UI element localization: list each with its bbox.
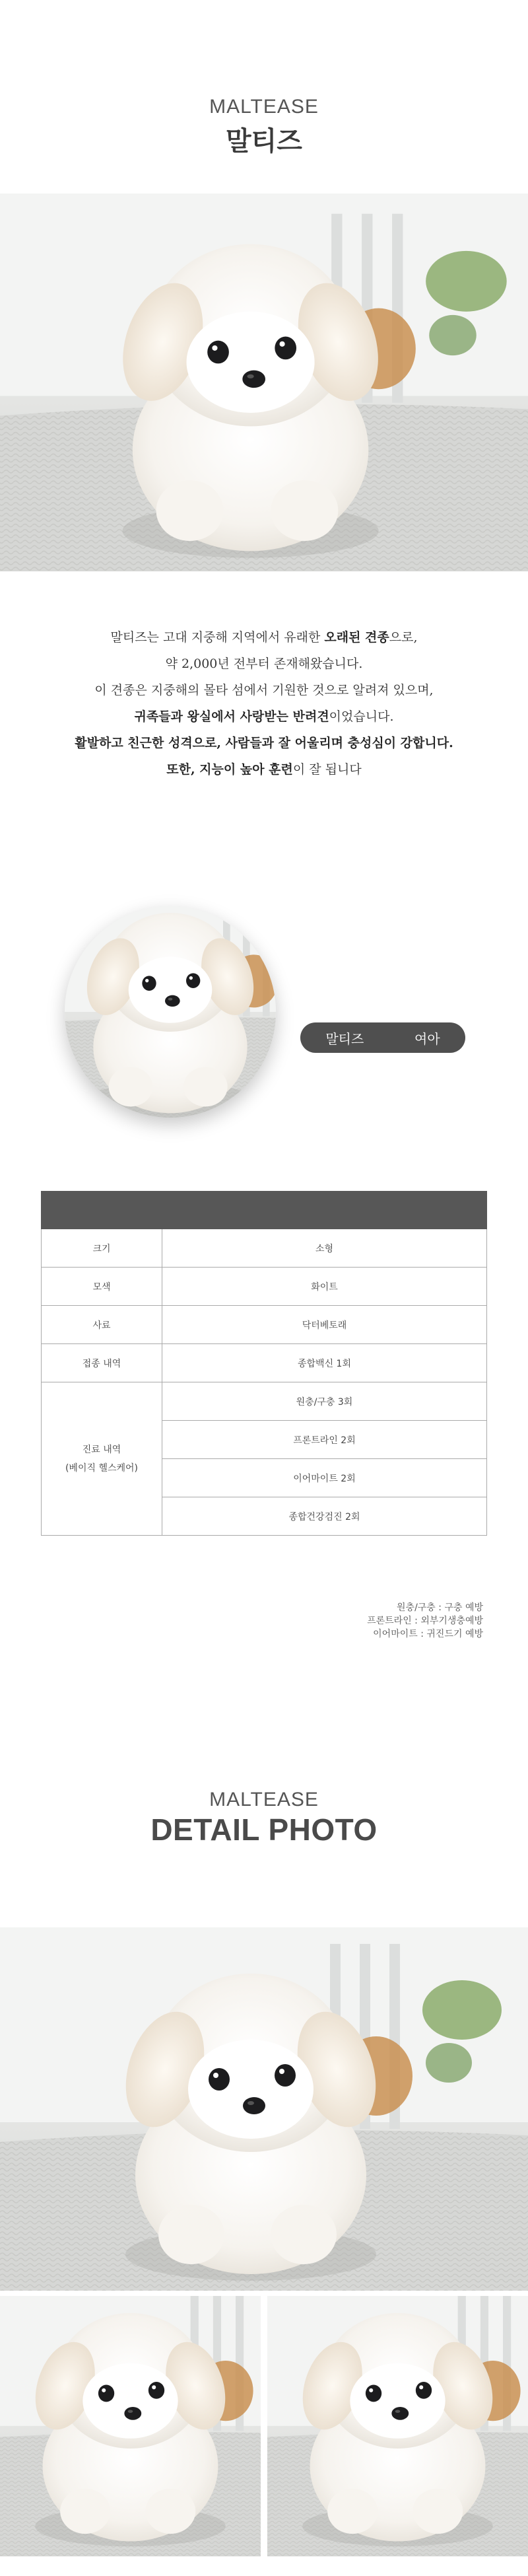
description-emphasis: 오래된 견종 bbox=[324, 630, 389, 645]
page-title: 말티즈 bbox=[226, 126, 302, 157]
description-line bbox=[0, 756, 528, 783]
spec-table bbox=[41, 1191, 487, 1536]
gender-label: 여아 bbox=[414, 1030, 440, 1047]
row-value: 종합백신 1회 bbox=[162, 1344, 487, 1382]
description-line bbox=[0, 624, 528, 651]
detail-photo-left bbox=[0, 2296, 261, 2576]
row-value: 화이트 bbox=[162, 1268, 487, 1306]
care-value: 원충/구충 3회 bbox=[162, 1382, 487, 1421]
main-photo bbox=[0, 194, 528, 571]
note-line: 원충/구충 : 구충 예방 bbox=[397, 1602, 483, 1613]
description-emphasis: 활발하고 친근한 성격으로, 사람들과 잘 어울리며 충성심이 강합니다. bbox=[75, 736, 453, 750]
description-text: 이 잘 됩니다 bbox=[292, 762, 362, 777]
profile-pill bbox=[300, 1022, 465, 1053]
row-label: 접종 내역 bbox=[42, 1344, 162, 1382]
detail-kicker: MALTEASE bbox=[209, 1789, 319, 1810]
table-header-cell bbox=[162, 1192, 487, 1229]
note-line: 프론트라인 : 외부기생충예방 bbox=[367, 1616, 483, 1626]
breed-description bbox=[0, 624, 528, 783]
care-notes bbox=[264, 1601, 483, 1641]
description-line bbox=[0, 651, 528, 677]
description-line bbox=[0, 703, 528, 730]
description-line bbox=[0, 677, 528, 703]
row-label: 사료 bbox=[42, 1306, 162, 1344]
note-line: 이어마이트 : 귀진드기 예방 bbox=[373, 1629, 483, 1639]
table-row bbox=[42, 1344, 487, 1382]
care-label-line: (베이직 헬스케어) bbox=[65, 1462, 139, 1474]
table-header-row bbox=[42, 1192, 487, 1229]
detail-title: DETAIL PHOTO bbox=[150, 1812, 378, 1847]
row-value: 닥터베토래 bbox=[162, 1306, 487, 1344]
table-row bbox=[42, 1382, 487, 1421]
description-text: 으로, bbox=[389, 630, 418, 645]
table-header-cell bbox=[42, 1192, 162, 1229]
table-row bbox=[42, 1306, 487, 1344]
description-text: 약 2,000년 전부터 존재해왔습니다. bbox=[165, 657, 363, 671]
row-label: 크기 bbox=[42, 1229, 162, 1268]
detail-photo-right bbox=[267, 2296, 528, 2576]
detail-photo-large bbox=[0, 1927, 528, 2291]
care-value: 이어마이트 2회 bbox=[162, 1459, 487, 1497]
table-row bbox=[42, 1268, 487, 1306]
care-value: 프론트라인 2회 bbox=[162, 1421, 487, 1459]
care-label bbox=[42, 1382, 162, 1536]
description-text: 말티즈는 고대 지중해 지역에서 유래한 bbox=[110, 630, 325, 645]
table-row bbox=[42, 1229, 487, 1268]
care-label-line: 진료 내역 bbox=[82, 1444, 121, 1455]
description-emphasis: 귀족들과 왕실에서 사랑받는 반려견 bbox=[134, 709, 329, 724]
brand-kicker: MALTEASE bbox=[209, 96, 319, 118]
breed-label: 말티즈 bbox=[325, 1030, 364, 1047]
row-label: 모색 bbox=[42, 1268, 162, 1306]
profile-photo bbox=[65, 906, 276, 1118]
description-line bbox=[0, 730, 528, 756]
description-emphasis: 또한, 지능이 높아 훈련 bbox=[166, 762, 293, 777]
row-value: 소형 bbox=[162, 1229, 487, 1268]
description-text: 이었습니다. bbox=[329, 709, 394, 724]
description-text: 이 견종은 지중해의 몰타 섬에서 기원한 것으로 알려져 있으며, bbox=[94, 683, 434, 698]
care-value: 종합건강검진 2회 bbox=[162, 1497, 487, 1536]
